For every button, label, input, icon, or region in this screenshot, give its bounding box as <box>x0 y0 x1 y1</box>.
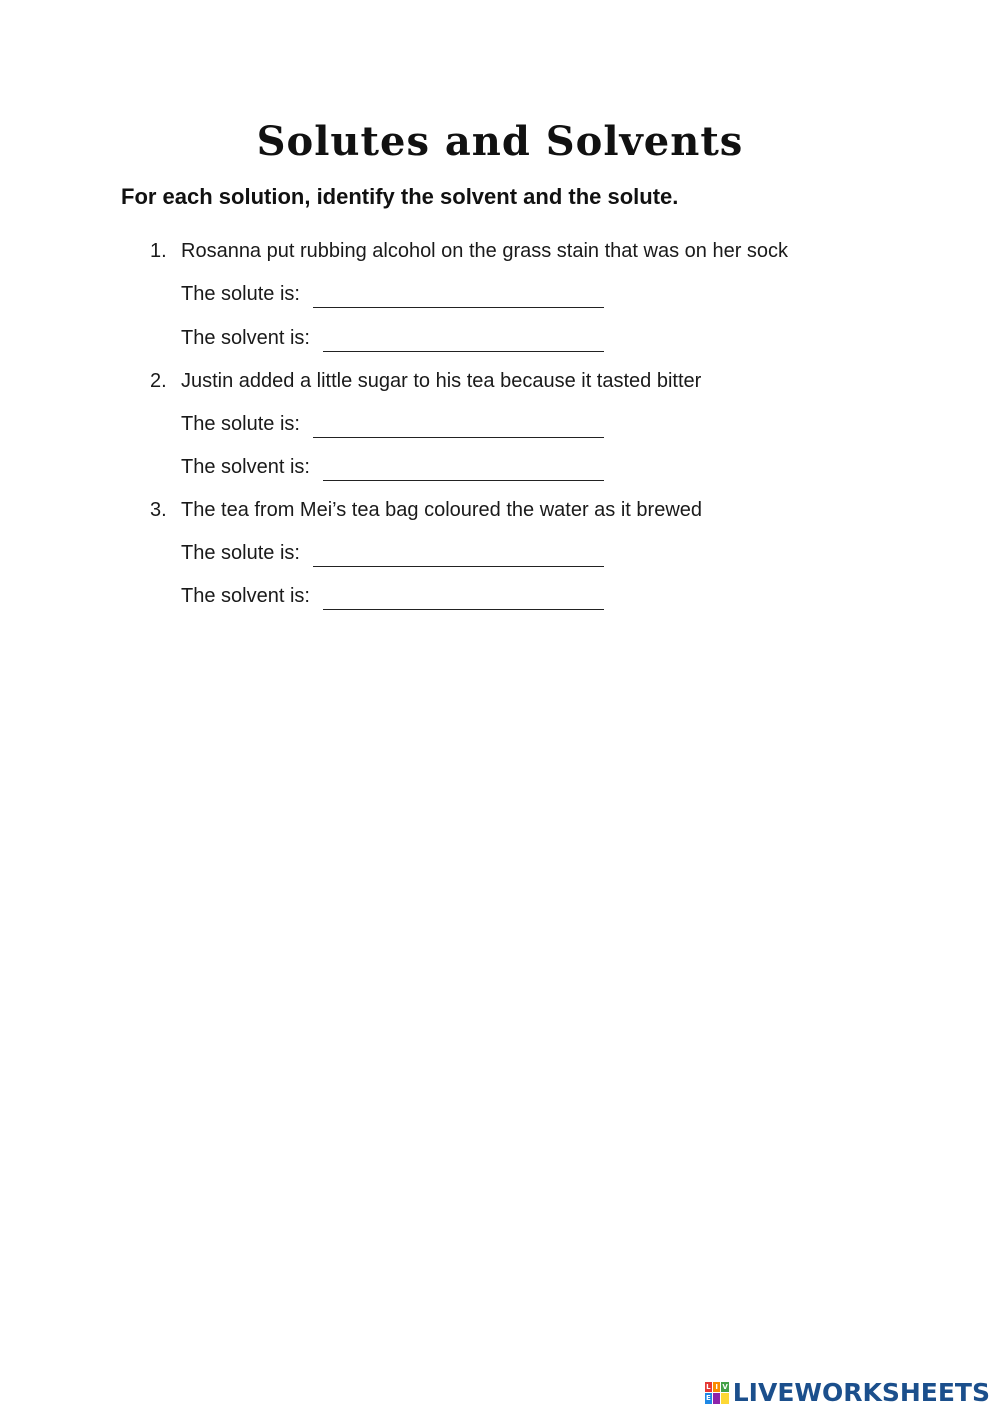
solvent-label: The solvent is: <box>181 327 310 349</box>
logo-tile <box>721 1393 728 1404</box>
solute-label: The solute is: <box>181 542 300 564</box>
question-text: The tea from Mei’s tea bag coloured the water as it brewed <box>181 499 703 521</box>
logo-tile: V <box>722 1382 728 1391</box>
liveworksheets-logo-icon <box>705 1382 729 1404</box>
solvent-label: The solvent is: <box>181 585 310 607</box>
solvent-answer-3 <box>181 585 310 608</box>
logo-text: LIVEWORKSHEETS <box>732 1378 990 1407</box>
liveworksheets-logo[interactable] <box>705 1380 990 1405</box>
solute-label: The solute is: <box>181 283 300 305</box>
question-text: Rosanna put rubbing alcohol on the grass stain that was on her sock <box>181 240 789 262</box>
question-text: Justin added a little sugar to his tea because it tasted bitter <box>181 370 702 392</box>
page-title: Solutes and Solvents <box>256 118 744 165</box>
solvent-answer-2 <box>181 456 310 479</box>
logo-tile <box>713 1393 720 1404</box>
solute-answer-3 <box>181 542 300 565</box>
solute-answer-2 <box>181 413 300 436</box>
solute-blank[interactable] <box>313 413 604 438</box>
logo-tile: L <box>706 1382 711 1391</box>
solute-blank[interactable] <box>313 542 604 567</box>
solvent-label: The solvent is: <box>181 456 310 478</box>
solvent-blank[interactable] <box>323 456 604 481</box>
solvent-blank[interactable] <box>323 585 604 610</box>
question-number: 1. <box>150 240 167 262</box>
logo-tile: I <box>713 1382 720 1393</box>
solute-answer-1 <box>181 283 300 306</box>
solute-label: The solute is: <box>181 413 300 435</box>
question-number: 3. <box>150 499 167 521</box>
instruction-text: For each solution, identify the solvent and the solute. <box>121 184 679 209</box>
question-number: 2. <box>150 370 167 392</box>
solvent-blank[interactable] <box>323 327 604 352</box>
solvent-answer-1 <box>181 327 310 350</box>
question-1 <box>150 240 788 263</box>
solute-blank[interactable] <box>313 283 604 308</box>
question-3 <box>150 499 702 522</box>
question-2 <box>150 370 701 393</box>
logo-tile: E <box>706 1394 711 1403</box>
